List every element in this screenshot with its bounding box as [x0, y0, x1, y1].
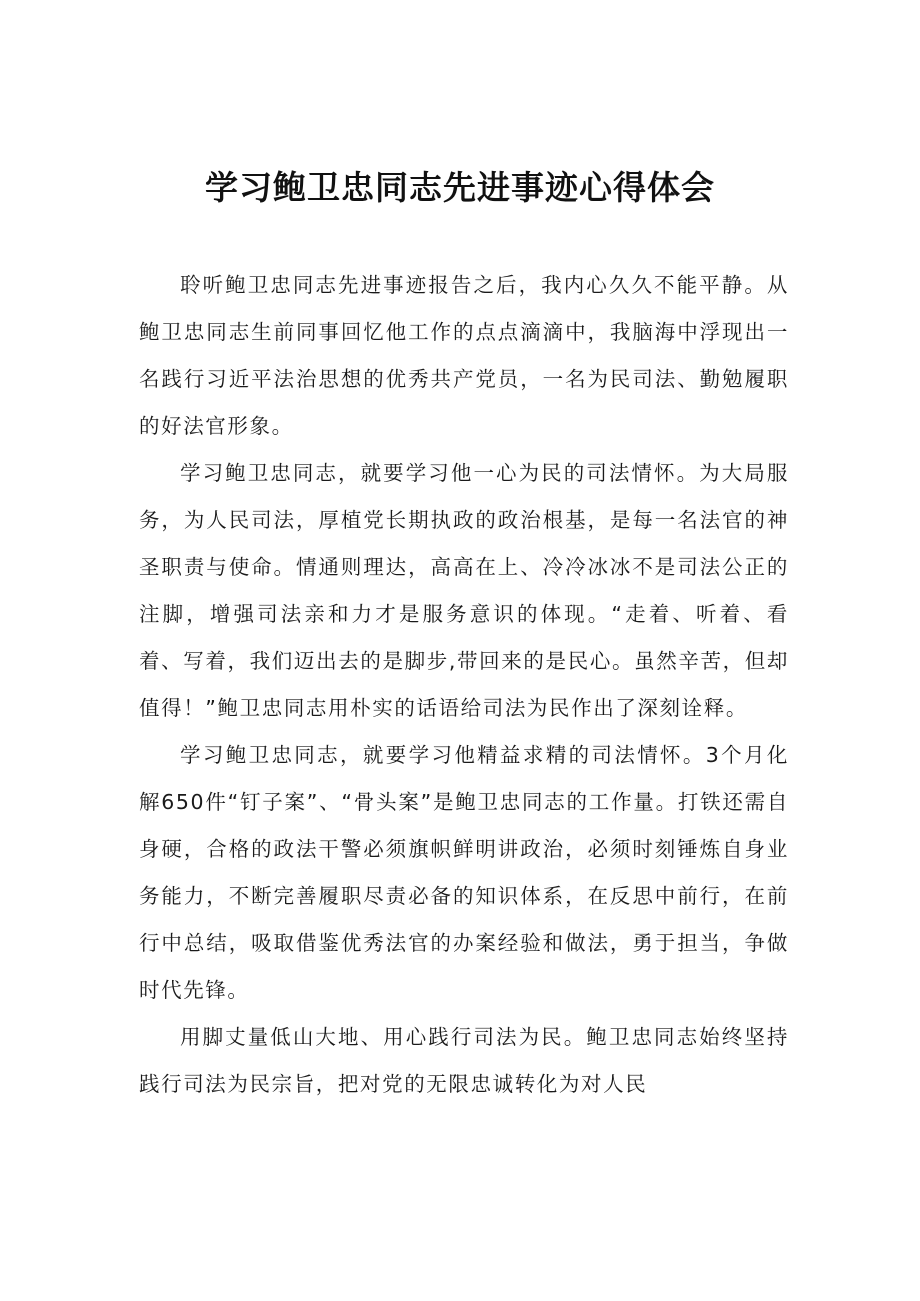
document-body — [139, 262, 789, 1108]
paragraph-4: 用脚丈量低山大地、用心践行司法为民。鲍卫忠同志始终坚持践行司法为民宗旨，把对党的无限忠诚转化为对人民 — [139, 1025, 789, 1096]
paragraph-3: 学习鲍卫忠同志，就要学习他精益求精的司法情怀。3个月化解650件“钉子案”、“骨头案”是鲍卫忠同志的工作量。打铁还需自身硬，合格的政法干警必须旗帜鲜明讲政治，必须时刻锤炼自身业务能力，不断完善履职尽责必备的知识体系，在反思中前行，在前行中总结，吸取借鉴优秀法官的办案经验和做法，勇于担当，争做时代先锋。 — [139, 743, 789, 1002]
document-title: 学习鲍卫忠同志先进事迹心得体会 — [205, 168, 715, 207]
paragraph-1: 聆听鲍卫忠同志先进事迹报告之后，我内心久久不能平静。从鲍卫忠同志生前同事回忆他工作的点点滴滴中，我脑海中浮现出一名践行习近平法治思想的优秀共产党员，一名为民司法、勤勉履职的好法官形象。 — [139, 273, 789, 438]
paragraph-2: 学习鲍卫忠同志，就要学习他一心为民的司法情怀。为大局服务，为人民司法，厚植党长期执政的政治根基，是每一名法官的神圣职责与使命。情通则理达，高高在上、冷冷冰冰不是司法公正的注脚，增强司法亲和力才是服务意识的体现。“走着、听着、看着、写着，我们迈出去的是脚步,带回来的是民心。虽然辛苦，但却值得！”鲍卫忠同志用朴实的话语给司法为民作出了深刻诠释。 — [139, 461, 789, 720]
